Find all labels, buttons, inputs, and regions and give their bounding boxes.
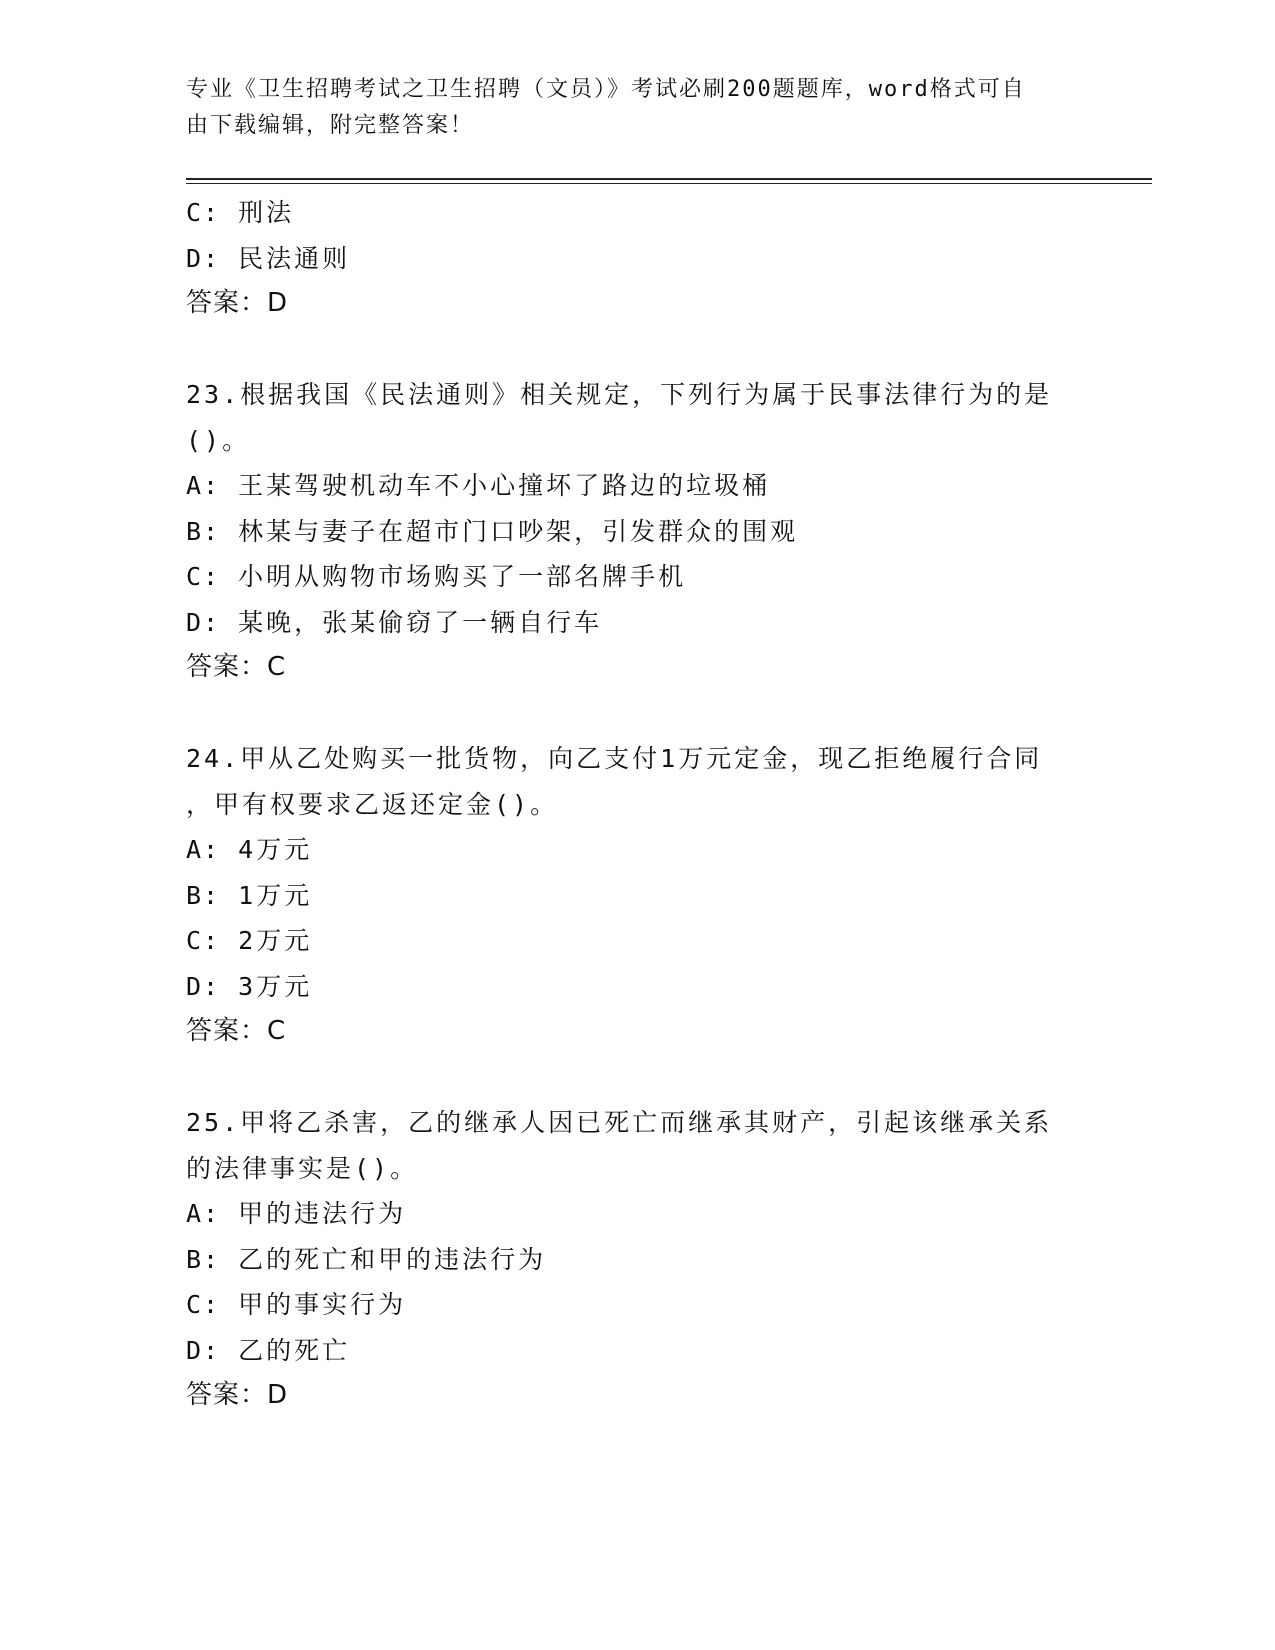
option-c — [186, 918, 1066, 964]
option-label: A: — [186, 835, 221, 864]
question-stem-line-2: ()。 — [186, 425, 251, 455]
option-label: D: — [186, 1335, 221, 1365]
header-divider-thin — [186, 183, 1152, 184]
answer-line: 答案：C — [186, 1016, 287, 1046]
header-line-1: 专业《卫生招聘考试之卫生招聘（文员）》考试必刷200题题库，word格式可自 — [186, 77, 1026, 102]
option-a — [186, 827, 1066, 873]
option-text: 4万元 — [238, 835, 313, 864]
question-23 — [186, 372, 1066, 691]
option-text: 林某与妻子在超市门口吵架，引发群众的围观 — [238, 516, 799, 546]
question-stem-line-2: ，甲有权要求乙返还定金()。 — [186, 789, 559, 819]
option-d — [186, 236, 1066, 282]
option-label: C: — [186, 926, 221, 955]
option-d — [186, 964, 1066, 1010]
document-header — [186, 72, 1066, 144]
option-a — [186, 463, 1066, 509]
option-label: D: — [186, 607, 221, 637]
option-label: B: — [186, 880, 221, 910]
option-c — [186, 190, 1066, 236]
question-stem-line-2: 的法律事实是()。 — [186, 1153, 419, 1183]
question-25 — [186, 1100, 1066, 1419]
option-text: 乙的死亡 — [238, 1335, 351, 1365]
option-label: C: — [186, 562, 221, 591]
option-c — [186, 1282, 1066, 1328]
option-c — [186, 554, 1066, 600]
option-d — [186, 600, 1066, 646]
option-label: A: — [186, 1199, 221, 1228]
option-b — [186, 873, 1066, 919]
option-a — [186, 1191, 1066, 1237]
option-label: B: — [186, 1244, 221, 1274]
option-text: 3万元 — [238, 971, 313, 1001]
option-text: 王某驾驶机动车不小心撞坏了路边的垃圾桶 — [238, 471, 771, 500]
option-text: 1万元 — [238, 880, 313, 910]
answer-line: 答案：D — [186, 288, 289, 318]
spacer — [186, 1055, 1066, 1101]
option-label: D: — [186, 243, 221, 273]
option-b — [186, 509, 1066, 555]
question-24 — [186, 736, 1066, 1055]
option-text: 乙的死亡和甲的违法行为 — [238, 1244, 547, 1274]
option-text: 民法通则 — [238, 243, 351, 273]
option-text: 小明从购物市场购买了一部名牌手机 — [238, 562, 687, 591]
option-b — [186, 1237, 1066, 1283]
option-label: B: — [186, 516, 221, 546]
option-text: 2万元 — [238, 926, 313, 955]
option-text: 甲的事实行为 — [238, 1290, 407, 1319]
answer-line: 答案：C — [186, 652, 287, 682]
question-stem-line-1: 24.甲从乙处购买一批货物，向乙支付1万元定金，现乙拒绝履行合同 — [186, 744, 1043, 773]
option-label: C: — [186, 198, 221, 227]
option-text: 甲的违法行为 — [238, 1199, 407, 1228]
question-stem-line-1: 23.根据我国《民法通则》相关规定，下列行为属于民事法律行为的是 — [186, 380, 1053, 409]
header-line-2: 由下载编辑，附完整答案！ — [186, 113, 475, 138]
spacer — [186, 327, 1066, 373]
answer-line: 答案：D — [186, 1380, 289, 1410]
header-divider-thick — [186, 178, 1152, 180]
document-body — [186, 190, 1066, 1419]
question-stem-line-1: 25.甲将乙杀害，乙的继承人因已死亡而继承其财产，引起该继承关系 — [186, 1108, 1053, 1137]
option-text: 某晚，张某偷窃了一辆自行车 — [238, 607, 603, 637]
spacer — [186, 691, 1066, 737]
option-label: D: — [186, 971, 221, 1001]
option-label: C: — [186, 1290, 221, 1319]
prev-question-block — [186, 190, 1066, 327]
option-text: 刑法 — [238, 198, 295, 227]
option-label: A: — [186, 471, 221, 500]
option-d — [186, 1328, 1066, 1374]
